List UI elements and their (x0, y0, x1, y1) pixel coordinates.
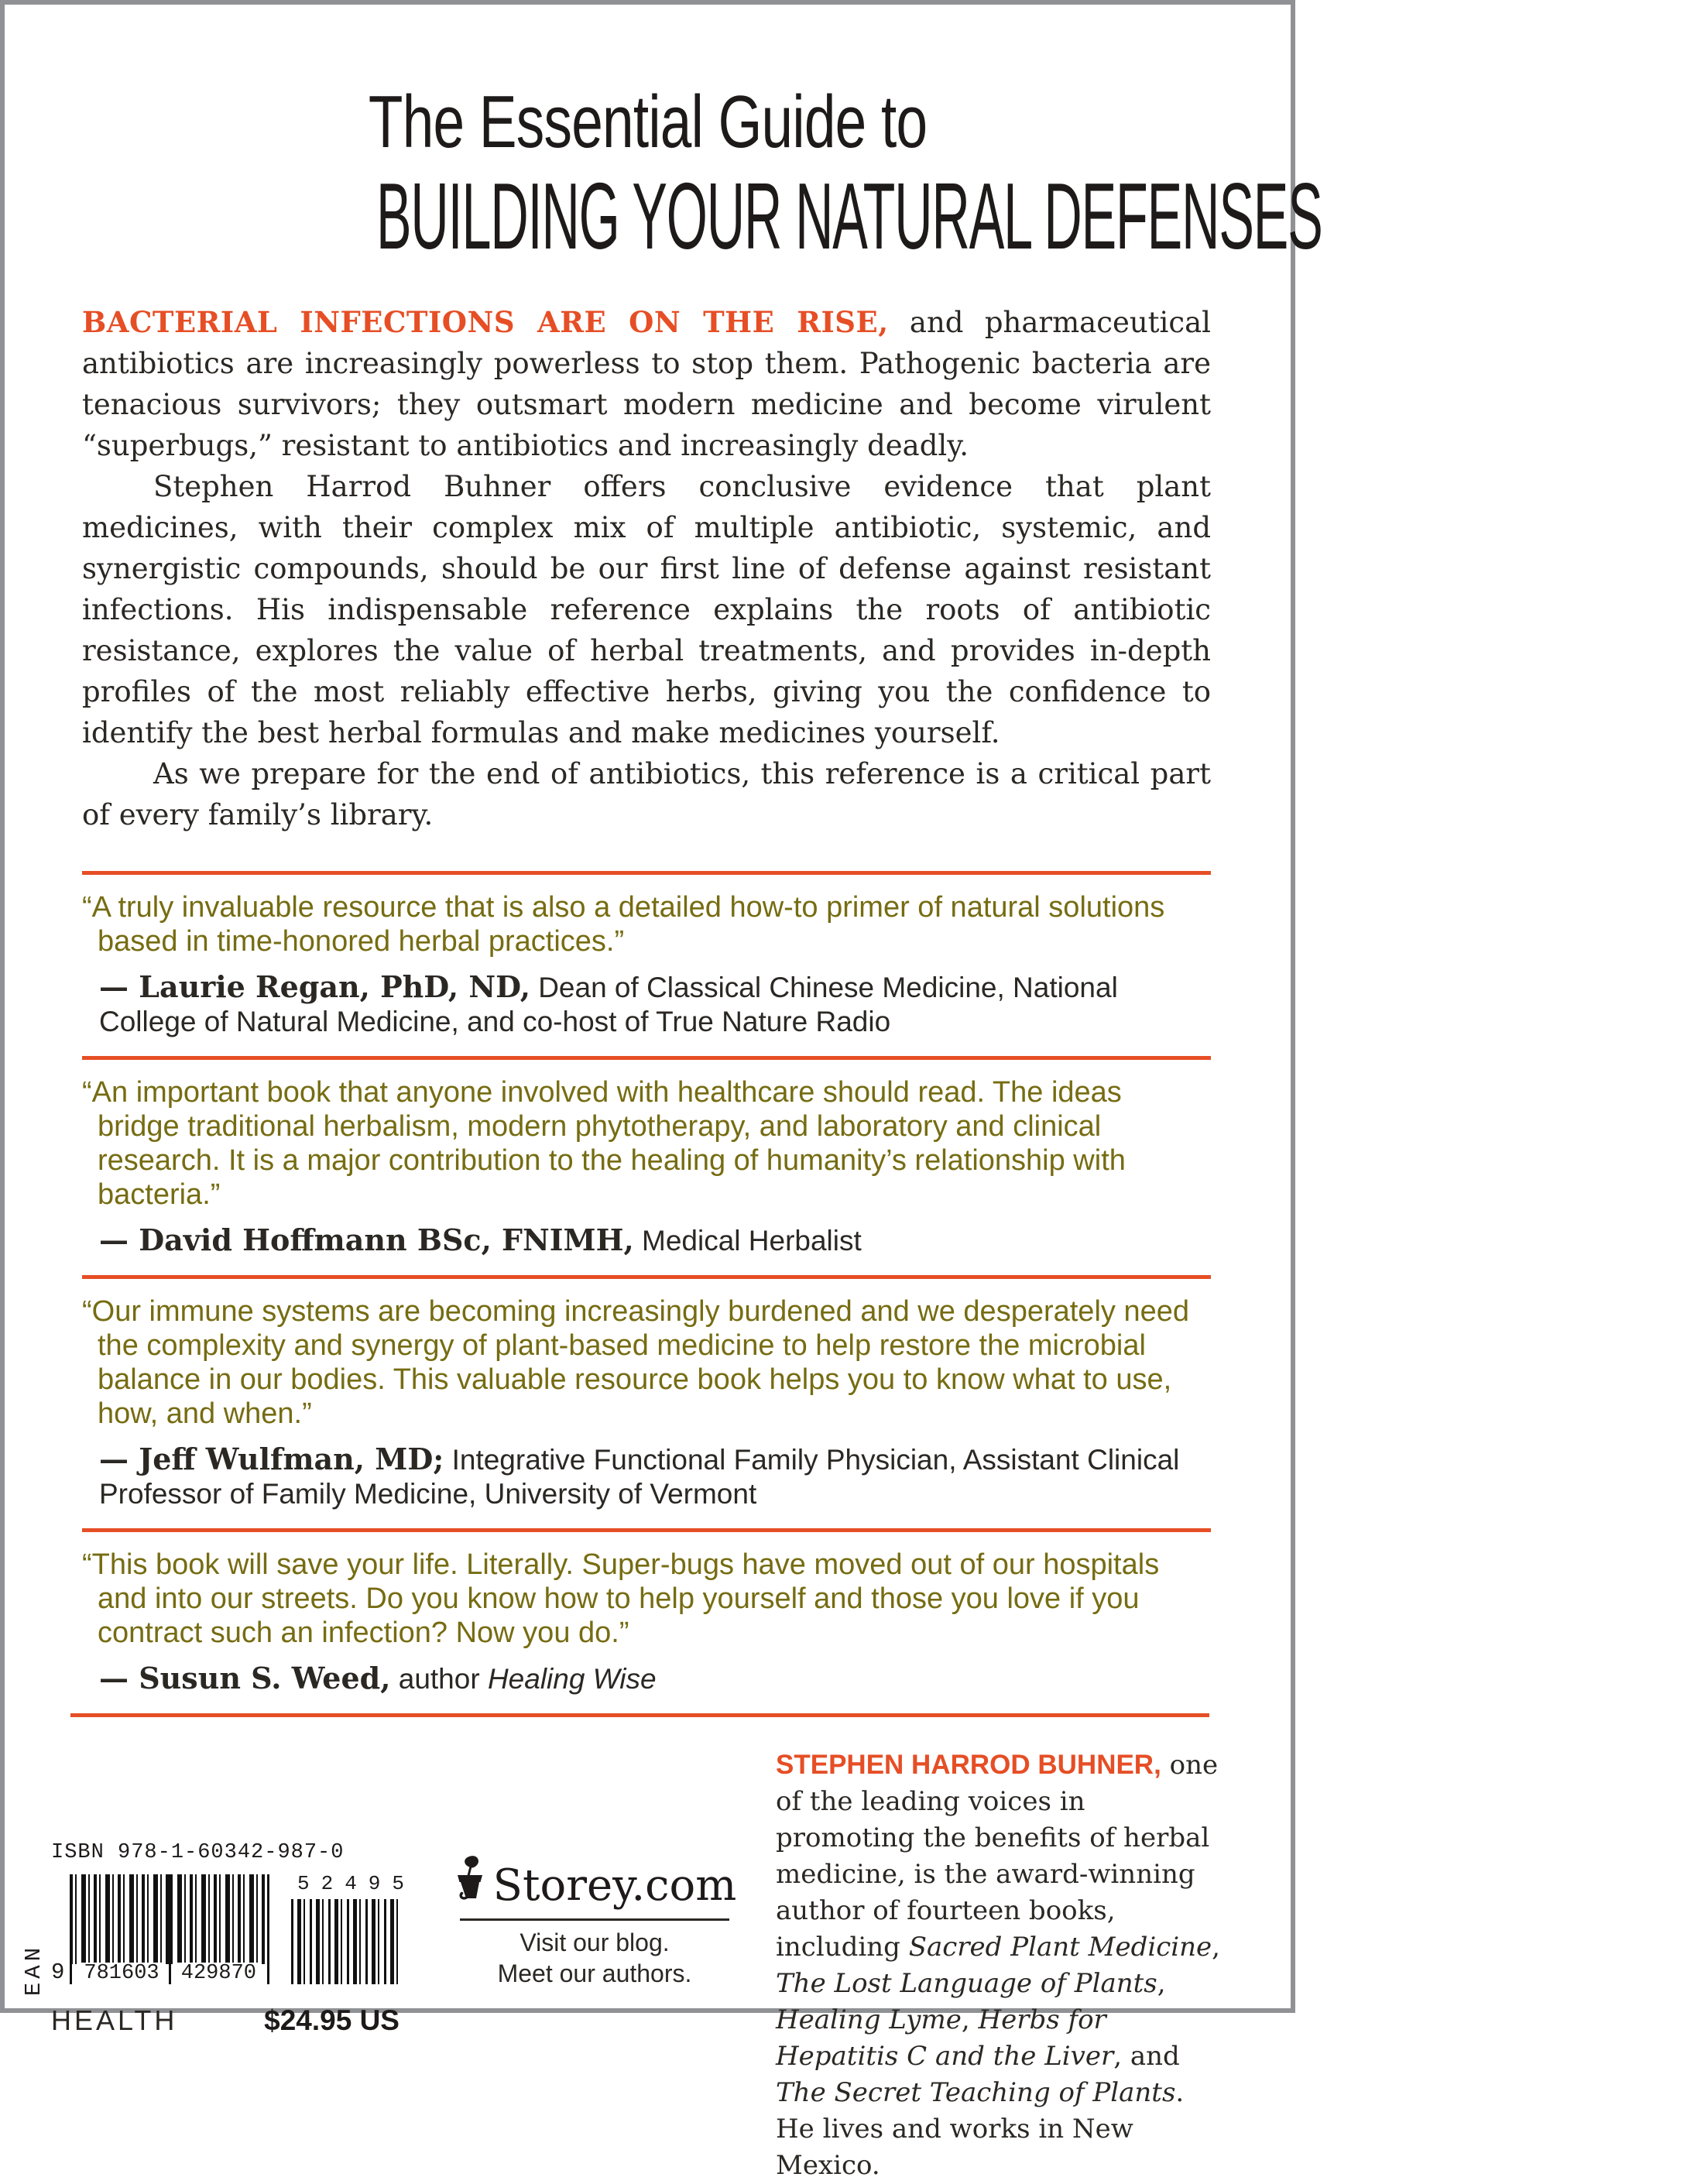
barcode-guard-bar (70, 1874, 72, 1984)
quote-section (82, 871, 1211, 1056)
category-price-row (51, 2004, 399, 2037)
quote-attribution: — Susun S. Weed, author Healing Wise (99, 1661, 657, 1695)
barcode-addon-bars (291, 1899, 399, 1984)
storey-flowerpot-icon (453, 1855, 487, 1908)
author-bio: STEPHEN HARROD BUHNER, one of the leading voices in promoting the benefits of herbal medicine, is the award-winning author of fourteen books, including Sacred Plant Medicine, The Lost Language of Plants, Healing Lyme, Herbs for Hepatitis C and the Liver, and The Secret Teaching of Plants. He lives and works in New Mexico. (776, 1750, 1220, 2181)
footer (21, 1717, 1221, 2184)
synopsis-paragraph-1: BACTERIAL INFECTIONS ARE ON THE RISE, and pharmaceutical antibiotics are increasingly powerless to stop them. Pathogenic bacteria are tenacious survivors; they outsmart modern medicine and become virulent “superbugs,” resistant to antibiotics and increasingly deadly. (82, 305, 1211, 462)
ean-label: EAN (21, 1943, 47, 1997)
synopsis-paragraph-2: Stephen Harrod Buhner offers conclusive evidence that plant medicines, with their complex mix of multiple antibiotic, systemic, and synergistic compounds, should be our first line of defense against resistant infections. His indispensable reference explains the roots of antibiotic resistance, explores the value of herbal treatments, and provides in-depth profiles of the most reliably effective herbs, giving you the confidence to identify the best herbal formulas and make medicines yourself. (82, 470, 1211, 749)
title-line-2: BUILDING YOUR NATURAL DEFENSES (375, 163, 1322, 269)
quote-section (82, 1056, 1211, 1275)
isbn-block (21, 1841, 417, 2037)
quote-attribution: — David Hoffmann BSc, FNIMH, Medical Herbalist (99, 1222, 862, 1257)
barcode-digits-left: 781603 (80, 1963, 163, 1984)
cover-title (5, 81, 1322, 269)
title-line-1: The Essential Guide to (368, 81, 928, 163)
quote-attribution: — Jeff Wulfman, MD; Integrative Functional Family Physician, Assistant Clinical Professor of Family Medicine, University of Vermont (99, 1442, 1180, 1510)
category-label: HEALTH (51, 2004, 178, 2036)
quote-section (82, 1275, 1211, 1528)
publisher-block (460, 1855, 737, 1989)
publisher-site: Storey.com (492, 1860, 737, 1911)
publisher-tagline (460, 1927, 729, 1989)
barcode-guard-bar (267, 1874, 269, 1984)
publisher-tagline-2: Meet our authors. (497, 1959, 692, 1987)
barcode-guard-bar (169, 1874, 171, 1984)
isbn-number: ISBN 978-1-60342-987-0 (51, 1841, 345, 1864)
quote-text: “This book will save your life. Literally. Super-bugs have moved out of our hospitals and into our streets. Do you know how to help yourself and those you love if you contract such an infection? Now you do.” (82, 1548, 1160, 1649)
price-label: $24.95 US (264, 2004, 399, 2036)
publisher-divider (460, 1918, 729, 1921)
quote-text: “A truly invaluable resource that is also a detailed how-to primer of natural solutions based in time-honored herbal practices.” (82, 891, 1165, 958)
quote-attribution: — Laurie Regan, PhD, ND, Dean of Classical Chinese Medicine, National College of Natural Medicine, and co-host of True Nature Radio (99, 969, 1118, 1037)
quote-section (82, 1528, 1211, 1713)
barcode-row (51, 1872, 417, 1985)
barcode-addon-digits: 52495 (297, 1872, 417, 1895)
barcode-main (70, 1874, 269, 1984)
publisher-tagline-1: Visit our blog. (520, 1929, 670, 1956)
barcode-addon (291, 1872, 417, 1984)
barcode-digits-right: 429870 (177, 1963, 260, 1984)
review-quotes (82, 871, 1211, 1713)
publisher-logo (460, 1855, 737, 1911)
quote-text: “An important book that anyone involved with healthcare should read. The ideas bridge traditional herbalism, modern phytotherapy, and laboratory and clinical research. It is a major contribution to the healing of humanity’s relationship with bacteria.” (82, 1076, 1126, 1211)
synopsis-paragraph-3: As we prepare for the end of antibiotics, this reference is a critical part of every family’s library. (82, 757, 1211, 831)
barcode-lead-digit: 9 (51, 1959, 65, 1985)
synopsis (82, 302, 1211, 835)
quote-text: “Our immune systems are becoming increasingly burdened and we desperately need the complexity and synergy of plant-based medicine to help restore the microbial balance in our bodies. This valuable resource book helps you to know what to use, how, and when.” (82, 1295, 1189, 1430)
